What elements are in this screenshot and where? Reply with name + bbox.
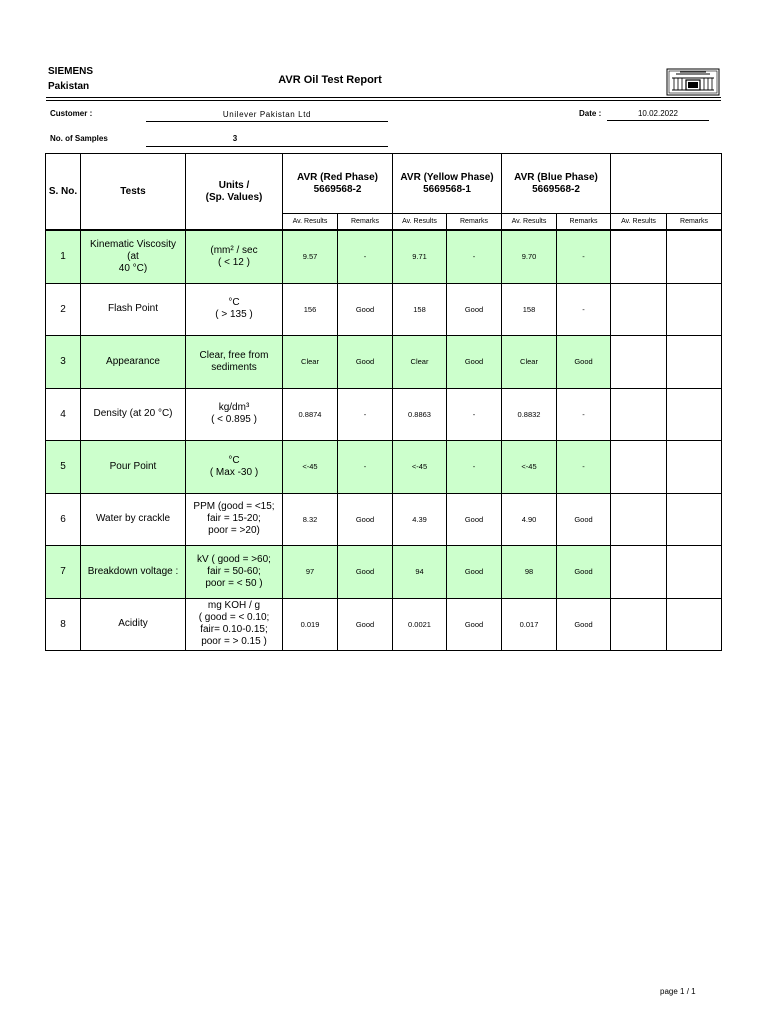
- result-cell: Clear: [502, 336, 557, 389]
- result-cell: Clear: [283, 336, 338, 389]
- cell-text-line: ( good = < 0.10;: [198, 612, 270, 624]
- row-number: 5: [46, 441, 81, 494]
- result-cell: 0.8874: [283, 388, 338, 441]
- result-cell: 0.8863: [393, 388, 447, 441]
- remarks-cell: [667, 388, 722, 441]
- samples-value: 3: [232, 134, 238, 143]
- remarks-cell: Good: [338, 546, 393, 599]
- remarks-cell: Good: [447, 336, 502, 389]
- cell-text-line: Pour Point: [109, 460, 157, 472]
- header-group-empty: [611, 154, 722, 214]
- header-tests: Tests: [81, 154, 186, 231]
- test-units: [186, 598, 283, 651]
- header-group-red: [283, 154, 393, 214]
- result-cell: 8.32: [283, 493, 338, 546]
- remarks-cell: -: [447, 441, 502, 494]
- table-row: [46, 388, 722, 441]
- cell-text-line: Water by crackle: [95, 513, 171, 525]
- report-title: AVR Oil Test Report: [278, 74, 382, 86]
- cell-text-line: (mm² / sec: [210, 244, 258, 256]
- header-group-blue: [502, 154, 611, 214]
- result-cell: 98: [502, 546, 557, 599]
- cell-text-line: poor = >20): [208, 525, 260, 537]
- remarks-cell: [667, 336, 722, 389]
- table-row: [46, 546, 722, 599]
- result-cell: 0.019: [283, 598, 338, 651]
- remarks-cell: -: [557, 230, 611, 283]
- remarks-cell: Good: [557, 493, 611, 546]
- result-cell: 97: [283, 546, 338, 599]
- result-cell: [611, 230, 667, 283]
- remarks-cell: -: [447, 230, 502, 283]
- remarks-cell: Good: [557, 598, 611, 651]
- result-cell: 94: [393, 546, 447, 599]
- date-label: Date :: [579, 109, 602, 118]
- group-title: AVR (Red Phase): [297, 171, 378, 183]
- test-name: [81, 283, 186, 336]
- test-name: [81, 230, 186, 283]
- header-units: [186, 154, 283, 231]
- result-cell: 156: [283, 283, 338, 336]
- remarks-cell: Good: [447, 283, 502, 336]
- result-cell: [611, 441, 667, 494]
- cell-text-line: Kinematic Viscosity (at: [90, 238, 176, 262]
- subheader-cell: Remarks: [557, 214, 611, 231]
- remarks-cell: -: [557, 441, 611, 494]
- result-cell: 0.017: [502, 598, 557, 651]
- test-units: [186, 230, 283, 283]
- cell-text-line: ( > 135 ): [215, 309, 253, 321]
- row-number: 1: [46, 230, 81, 283]
- cell-text-line: °C: [228, 454, 240, 466]
- header-units-line2: (Sp. Values): [205, 191, 263, 203]
- table-row: [46, 441, 722, 494]
- header-divider: [46, 97, 721, 98]
- result-cell: [611, 493, 667, 546]
- table-row: [46, 283, 722, 336]
- result-cell: [611, 388, 667, 441]
- remarks-cell: Good: [338, 598, 393, 651]
- customer-underline: [146, 121, 388, 122]
- row-number: 6: [46, 493, 81, 546]
- result-cell: 4.39: [393, 493, 447, 546]
- cell-text-line: kV ( good = >60;: [197, 553, 271, 565]
- cell-text-line: Flash Point: [107, 303, 159, 315]
- row-number: 7: [46, 546, 81, 599]
- result-cell: [611, 598, 667, 651]
- subheader-cell: Av. Results: [611, 214, 667, 231]
- subheader-cell: Remarks: [447, 214, 502, 231]
- remarks-cell: [667, 230, 722, 283]
- remarks-cell: Good: [447, 493, 502, 546]
- cell-text-line: Breakdown voltage :: [87, 565, 179, 577]
- row-number: 4: [46, 388, 81, 441]
- date-value: 10.02.2022: [637, 109, 679, 118]
- result-cell: 0.0021: [393, 598, 447, 651]
- samples-underline: [146, 146, 388, 147]
- table-header-row: [46, 154, 722, 214]
- remarks-cell: Good: [557, 546, 611, 599]
- header-group-yellow: [393, 154, 502, 214]
- row-number: 2: [46, 283, 81, 336]
- test-name: [81, 336, 186, 389]
- group-serial: 5669568-1: [423, 183, 471, 195]
- cell-text-line: °C: [228, 297, 240, 309]
- remarks-cell: [667, 598, 722, 651]
- cell-text-line: Acidity: [118, 618, 148, 630]
- remarks-cell: -: [447, 388, 502, 441]
- result-cell: <-45: [502, 441, 557, 494]
- cell-text-line: Appearance: [106, 355, 160, 367]
- cell-text-line: Density (at 20 °C): [93, 408, 173, 420]
- cell-text-line: ( Max -30 ): [209, 466, 259, 478]
- remarks-cell: -: [557, 283, 611, 336]
- test-name: [81, 493, 186, 546]
- group-serial: 5669568-2: [532, 183, 580, 195]
- remarks-cell: [667, 441, 722, 494]
- result-cell: 0.8832: [502, 388, 557, 441]
- result-cell: [611, 283, 667, 336]
- remarks-cell: -: [338, 388, 393, 441]
- remarks-cell: Good: [447, 598, 502, 651]
- header-units-line1: Units /: [218, 179, 250, 191]
- remarks-cell: Good: [338, 336, 393, 389]
- remarks-cell: Good: [447, 546, 502, 599]
- subheader-cell: Av. Results: [502, 214, 557, 231]
- cell-text-line: kg/dm³: [218, 402, 250, 414]
- customer-value: Unilever Pakistan Ltd: [222, 110, 312, 119]
- remarks-cell: [667, 283, 722, 336]
- remarks-cell: Good: [557, 336, 611, 389]
- company-name: SIEMENS: [48, 66, 94, 77]
- company-country: Pakistan: [48, 81, 90, 92]
- remarks-cell: [667, 546, 722, 599]
- test-units: [186, 336, 283, 389]
- result-cell: 4.90: [502, 493, 557, 546]
- test-name: [81, 441, 186, 494]
- result-cell: 9.71: [393, 230, 447, 283]
- cell-text-line: poor = > 0.15 ): [201, 636, 267, 648]
- result-cell: Clear: [393, 336, 447, 389]
- result-cell: 9.70: [502, 230, 557, 283]
- row-number: 3: [46, 336, 81, 389]
- cell-text-line: fair= 0.10-0.15;: [200, 624, 268, 636]
- result-cell: [611, 336, 667, 389]
- group-title: AVR (Yellow Phase): [400, 171, 494, 183]
- group-serial: 5669568-2: [313, 183, 362, 195]
- test-units: [186, 283, 283, 336]
- samples-label: No. of Samples: [50, 134, 108, 143]
- results-table: [45, 153, 722, 651]
- subheader-cell: Av. Results: [283, 214, 338, 231]
- date-underline: [607, 120, 709, 121]
- cell-text-line: Clear, free from: [199, 349, 269, 361]
- header-divider: [46, 100, 721, 101]
- cell-text-line: fair = 50-60;: [207, 565, 261, 577]
- building-logo-icon: [666, 68, 720, 96]
- cell-text-line: mg KOH / g: [207, 600, 261, 612]
- result-cell: [611, 546, 667, 599]
- test-name: [81, 598, 186, 651]
- result-cell: 9.57: [283, 230, 338, 283]
- remarks-cell: Good: [338, 283, 393, 336]
- remarks-cell: -: [338, 441, 393, 494]
- subheader-cell: Remarks: [667, 214, 722, 231]
- cell-text-line: ( < 0.895 ): [211, 414, 257, 426]
- remarks-cell: -: [557, 388, 611, 441]
- remarks-cell: -: [338, 230, 393, 283]
- table-row: [46, 493, 722, 546]
- header-sno: S. No.: [46, 154, 81, 231]
- page-number: page 1 / 1: [660, 987, 696, 996]
- test-units: [186, 388, 283, 441]
- cell-text-line: ( < 12 ): [218, 256, 250, 268]
- test-units: [186, 546, 283, 599]
- test-name: [81, 546, 186, 599]
- test-name: [81, 388, 186, 441]
- subheader-cell: Av. Results: [393, 214, 447, 231]
- result-cell: <-45: [393, 441, 447, 494]
- result-cell: <-45: [283, 441, 338, 494]
- remarks-cell: Good: [338, 493, 393, 546]
- table-row: [46, 336, 722, 389]
- cell-text-line: 40 °C): [118, 262, 148, 274]
- group-title: AVR (Blue Phase): [514, 171, 598, 183]
- cell-text-line: poor = < 50 ): [205, 577, 263, 589]
- test-units: [186, 493, 283, 546]
- result-cell: 158: [393, 283, 447, 336]
- row-number: 8: [46, 598, 81, 651]
- remarks-cell: [667, 493, 722, 546]
- result-cell: 158: [502, 283, 557, 336]
- cell-text-line: fair = 15-20;: [207, 513, 261, 525]
- test-units: [186, 441, 283, 494]
- cell-text-line: PPM (good = <15;: [193, 501, 275, 513]
- table-row: [46, 598, 722, 651]
- subheader-cell: Remarks: [338, 214, 393, 231]
- table-row: [46, 230, 722, 283]
- customer-label: Customer :: [50, 109, 93, 118]
- cell-text-line: sediments: [211, 361, 257, 373]
